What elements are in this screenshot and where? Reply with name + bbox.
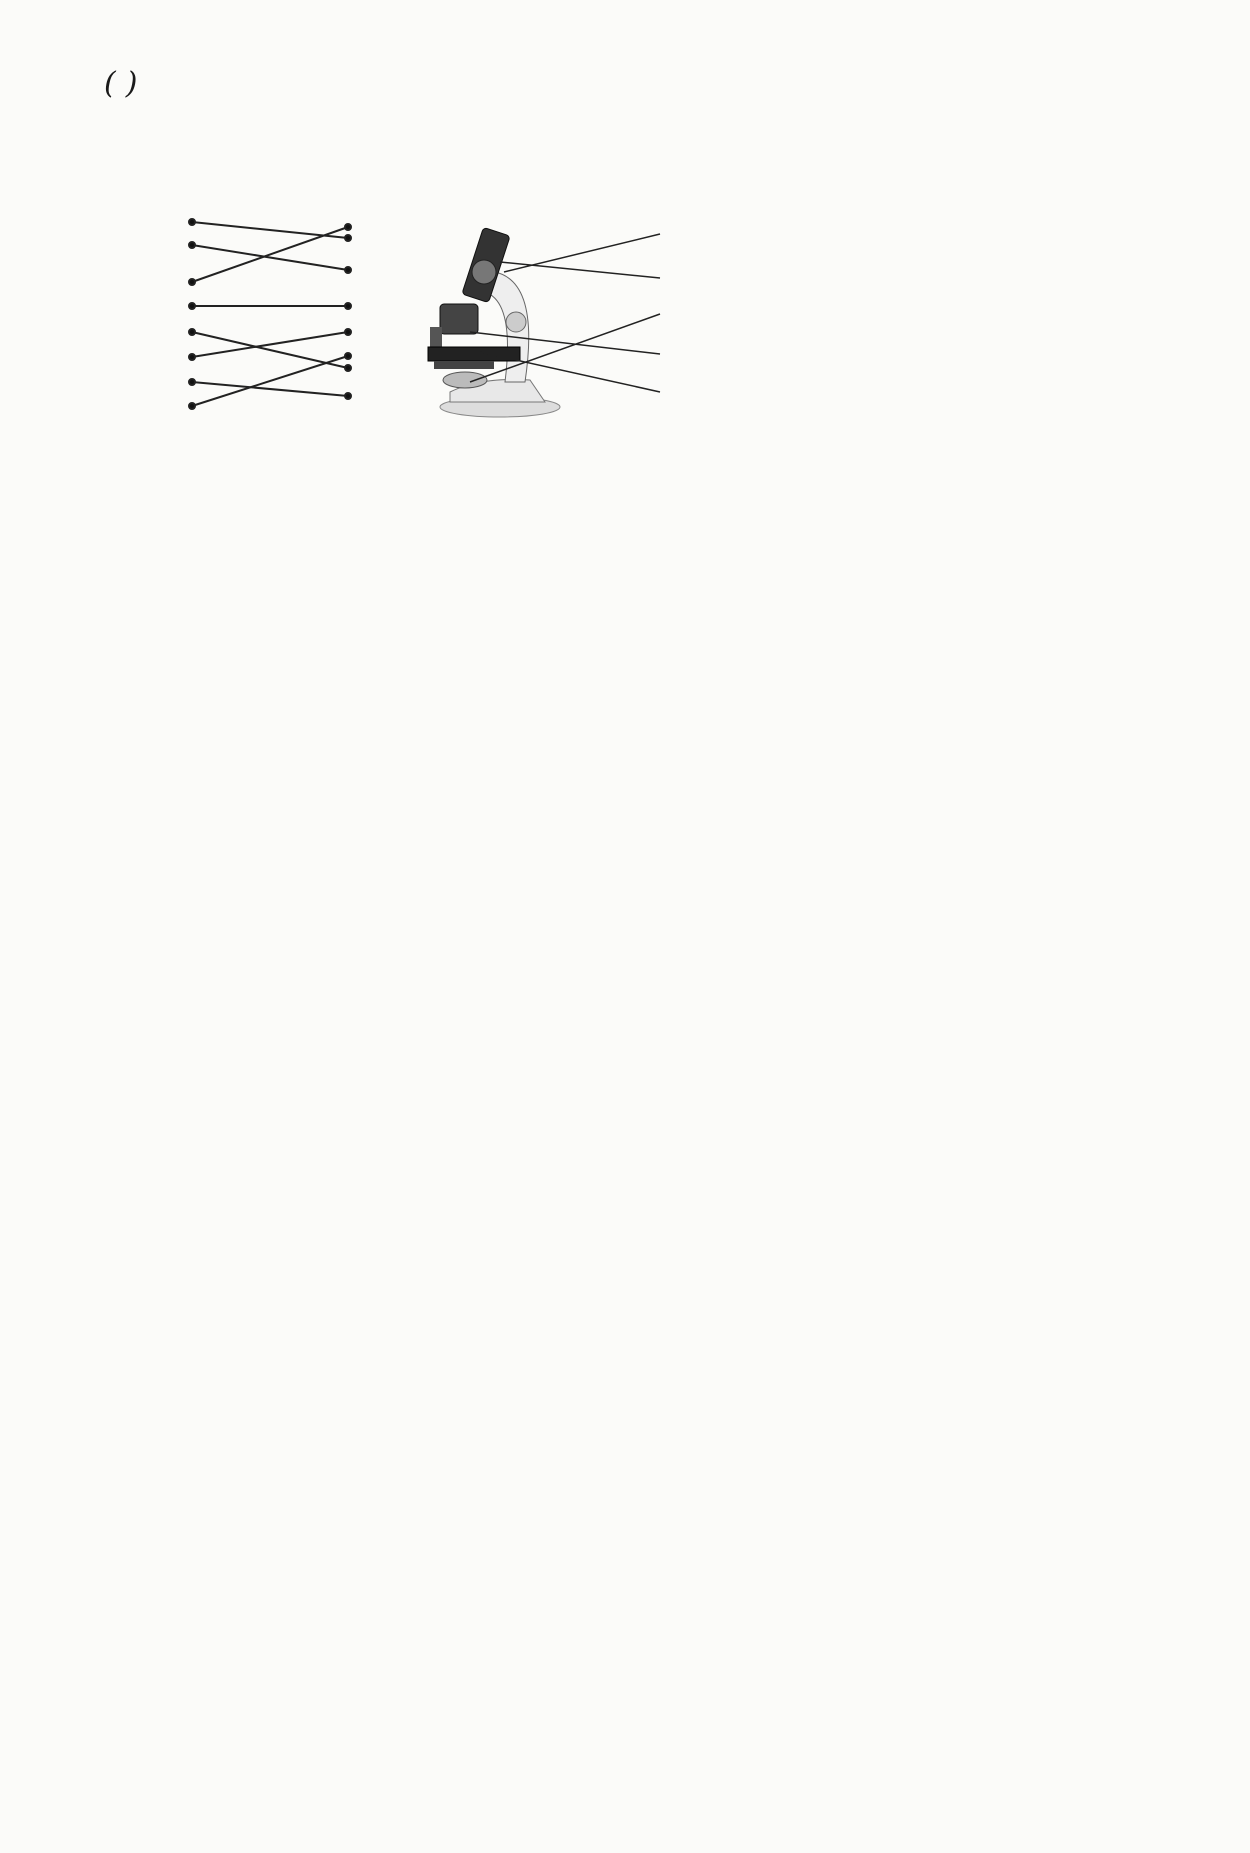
microscope-illustration — [420, 212, 670, 422]
q16-matching-diagram — [180, 210, 380, 420]
brand-title — [116, 67, 126, 100]
page-header: ( ) — [104, 66, 138, 101]
